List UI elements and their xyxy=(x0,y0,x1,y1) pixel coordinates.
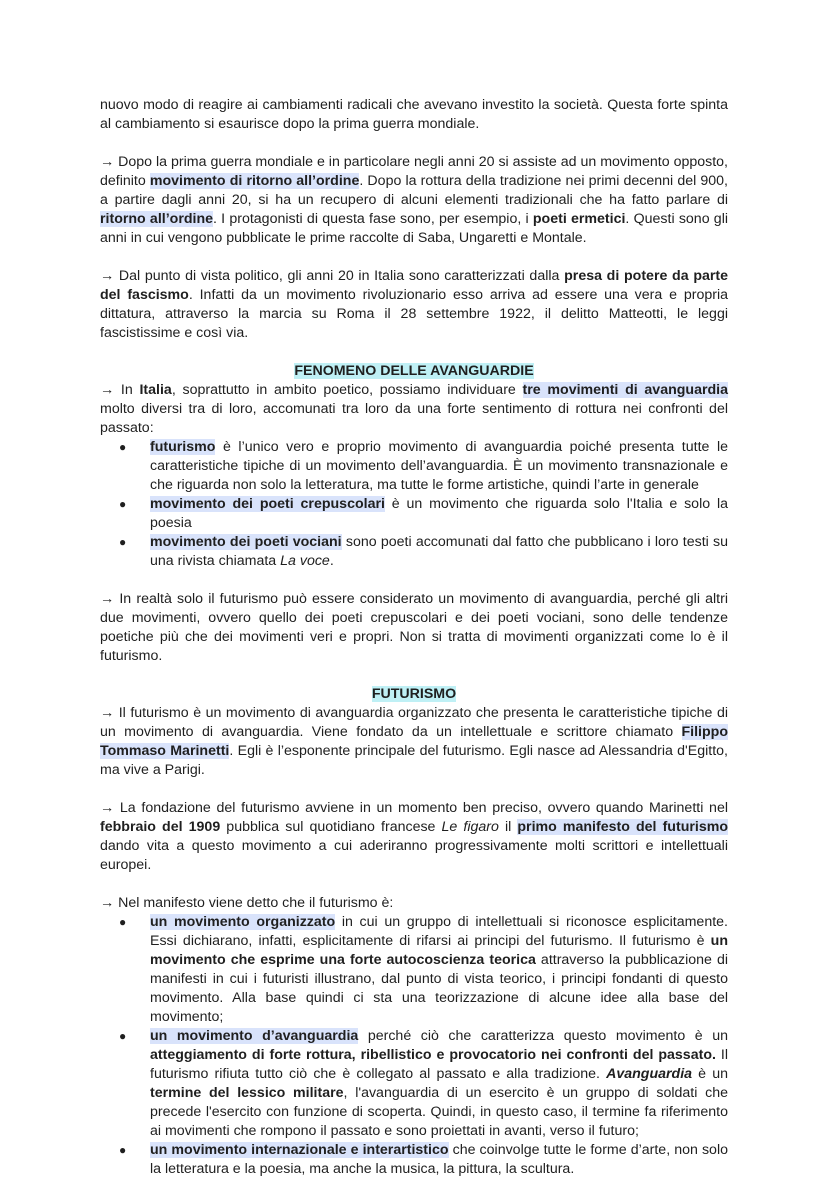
paragraph-intro: nuovo modo di reagire ai cambiamenti radicali che avevano investito la società. Questa forte spinta al cambiamento si esaurisce dopo la prima guerra mondiale. xyxy=(100,97,728,132)
section-heading-futurismo: FUTURISMO xyxy=(371,686,457,702)
highlight-term: movimento di ritorno all’ordine xyxy=(149,173,360,189)
paragraph-manifesto: → Nel manifesto viene detto che il futurismo è: xyxy=(100,895,394,911)
bullet-icon: ● xyxy=(119,497,127,511)
list-item: ● movimento dei poeti vociani sono poeti accomunati dal fatto che pubblicano i loro testi su una rivista chiamata La voce. xyxy=(119,534,728,569)
bullet-icon: ● xyxy=(119,915,127,929)
paragraph-avanguardie-italia: → In Italia, soprattutto in ambito poetico, possiamo individuare tre movimenti di avanguardia molto diversi tra di loro, accomunati tra loro da una forte sentimento di rottura nei confronti del passato: xyxy=(100,382,728,436)
highlight-term: primo manifesto del futurismo xyxy=(517,819,728,835)
list-item: ● un movimento d’avanguardia perché ciò che caratterizza questo movimento è un atteggiamento di forte rottura, ribellistico e provocatorio nei confronti del passato. Il futurismo rifiuta tutto ciò che è collegato al passato e alla tradizione. Avanguardia è un termine del lessico militare, l'avanguardia di un esercito è un gruppo di soldati che precede l'esercito con funzione di scoperta. Quindi, in questo caso, il termine fa riferimento ai movimenti che rompono il passato e sono proiettati in avanti, verso il futuro; xyxy=(119,1028,729,1139)
highlight-term: tre movimenti di avanguardia xyxy=(522,382,728,398)
paragraph-futurismo-unico: → In realtà solo il futurismo può essere considerato un movimento di avanguardia, perché gli altri due movimenti, ovvero quello dei poeti crepuscolari e dei poeti vociani, sono delle tendenze poetiche più che dei movimenti veri e propri. Non si tratta di movimenti organizzati come lo è il futurismo. xyxy=(100,591,728,664)
paragraph-ritorno-ordine: → Dopo la prima guerra mondiale e in particolare negli anni 20 si assiste ad un movimento opposto, definito movimento di ritorno all’ordine. Dopo la rottura della tradizione nei primi decenni del 900, a partire dagli anni 20, si ha un recupero di alcuni elementi tradizionali che ha fatto parlare di ritorno all’ordine. I protagonisti di questa fase sono, per esempio, i poeti ermetici. Questi sono gli anni in cui vengono pubblicate le prime raccolte di Saba, Ungaretti e Montale. xyxy=(100,154,729,246)
bullet-icon: ● xyxy=(119,1029,127,1043)
paragraph-fondazione: → La fondazione del futurismo avviene in un momento ben preciso, ovvero quando Marinetti nel febbraio del 1909 pubblica sul quotidiano francese Le figaro il primo manifesto del futurismo dando vita a questo movimento a cui aderiranno progressivamente molti scrittori e intellettuali europei. xyxy=(100,800,728,873)
paragraph-fascismo: → Dal punto di vista politico, gli anni 20 in Italia sono caratterizzati dalla presa di potere da parte del fascismo. Infatti da un movimento rivoluzionario esso arriva ad essere una vera e propria dittatura, attraverso la marcia su Roma il 28 settembre 1922, il delitto Matteotti, le leggi fascistissime e così via. xyxy=(100,268,729,341)
list-item: ● futurismo è l’unico vero e proprio movimento di avanguardia poiché presenta tutte le caratteristiche tipiche di un movimento dell’avanguardia. È un movimento transnazionale e che riguarda non solo la letteratura, ma tutte le forme artistiche, quindi l’arte in generale xyxy=(119,439,728,493)
bullet-icon: ● xyxy=(119,535,127,549)
bullet-icon: ● xyxy=(119,440,127,454)
document-page xyxy=(100,96,728,1179)
highlight-term: Filippo Tommaso Marinetti xyxy=(100,724,728,759)
bullet-icon: ● xyxy=(119,1143,127,1157)
list-item: ● un movimento organizzato in cui un gruppo di intellettuali si riconosce esplicitamente. Essi dichiarano, infatti, esplicitamente di rifarsi ai principi del futurismo. Il futurismo è un movimento che esprime una forte autocoscienza teorica attraverso la pubblicazione di manifesti in cui i futuristi illustrano, dal punto di vista teorico, i principi fondanti di questo movimento. Alla base quindi ci sta una teorizzazione di alcune idee alla base del movimento; xyxy=(119,914,729,1025)
highlight-term: ritorno all’ordine xyxy=(100,211,214,227)
manifesto-list xyxy=(100,913,728,1179)
paragraph-marinetti: → Il futurismo è un movimento di avanguardia organizzato che presenta le caratteristiche tipiche di un movimento di avanguardia. Viene fondato da un intellettuale e scrittore chiamato Filippo Tommaso Marinetti. Egli è l’esponente principale del futurismo. Egli nasce ad Alessandria d'Egitto, ma vive a Parigi. xyxy=(100,705,728,778)
list-item: ● movimento dei poeti crepuscolari è un movimento che riguarda solo l'Italia e solo la poesia xyxy=(119,496,728,531)
list-item: ● un movimento internazionale e interartistico che coinvolge tutte le forme d’arte, non solo la letteratura e la poesia, ma anche la musica, la pittura, la scultura. xyxy=(119,1142,728,1177)
avanguardie-list xyxy=(100,438,728,571)
section-heading-avanguardie: FENOMENO DELLE AVANGUARDIE xyxy=(294,363,534,379)
